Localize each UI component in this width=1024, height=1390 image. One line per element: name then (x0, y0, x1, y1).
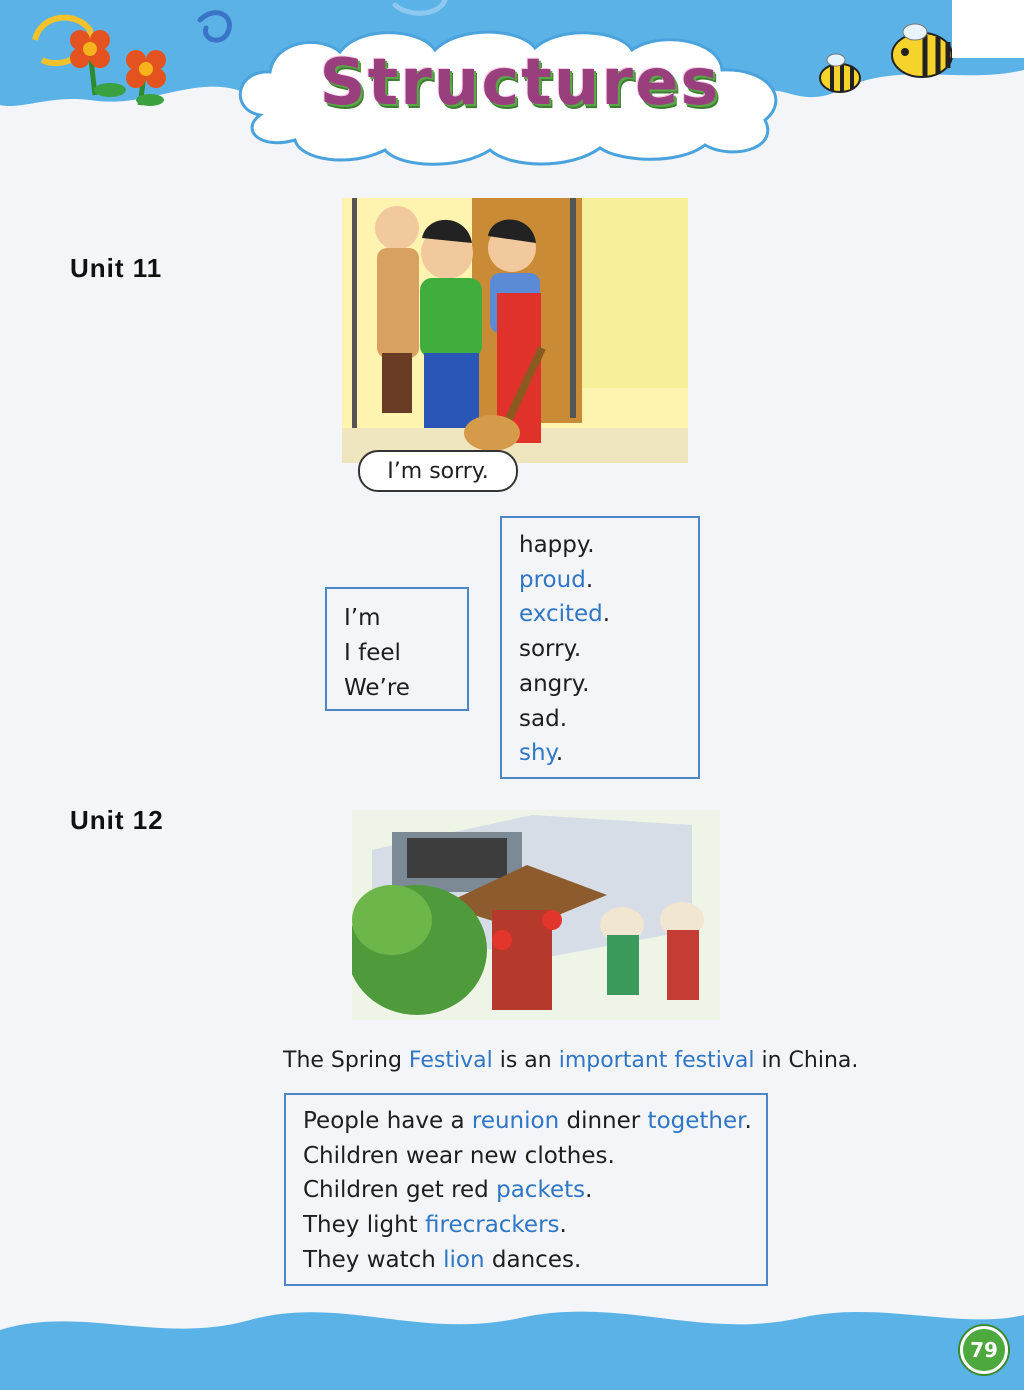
feelings-box (500, 516, 700, 779)
subject-item: I feel (344, 640, 401, 666)
activity-line: They light firecrackers. (303, 1212, 567, 1239)
feeling-item: happy. (519, 532, 595, 558)
feeling-item: excited. (519, 601, 611, 628)
activity-line: They watch lion dances. (303, 1246, 582, 1273)
subject-item: I’m (344, 605, 381, 631)
feeling-item: sad. (519, 705, 567, 732)
page-corner (952, 0, 1024, 58)
subject-item: We’re (344, 675, 410, 701)
activity-line: People have a reunion dinner together. (303, 1108, 752, 1134)
illustration-spring-festival (352, 810, 720, 1020)
speech-bubble-text: I’m sorry. (387, 458, 489, 484)
page-number: 79 (960, 1326, 1008, 1374)
activity-line: Children get red packets. (303, 1177, 593, 1204)
feeling-item: sorry. (519, 636, 582, 663)
festival-sentence: The Spring Festival is an important festival in China. (283, 1048, 859, 1073)
subject-box (325, 587, 469, 711)
feeling-item: shy. (519, 740, 564, 767)
illustration-sorry-boys (342, 198, 688, 463)
feeling-item: angry. (519, 670, 590, 697)
feeling-item: proud. (519, 566, 594, 593)
unit-12-label: Unit 12 (70, 805, 164, 835)
bottom-wave-band (0, 1312, 1024, 1390)
page-title: Structures (319, 46, 721, 120)
activity-line: Children wear new clothes. (303, 1142, 615, 1169)
activities-box (284, 1093, 768, 1286)
speech-bubble (358, 450, 518, 492)
unit-11-label: Unit 11 (70, 253, 163, 283)
